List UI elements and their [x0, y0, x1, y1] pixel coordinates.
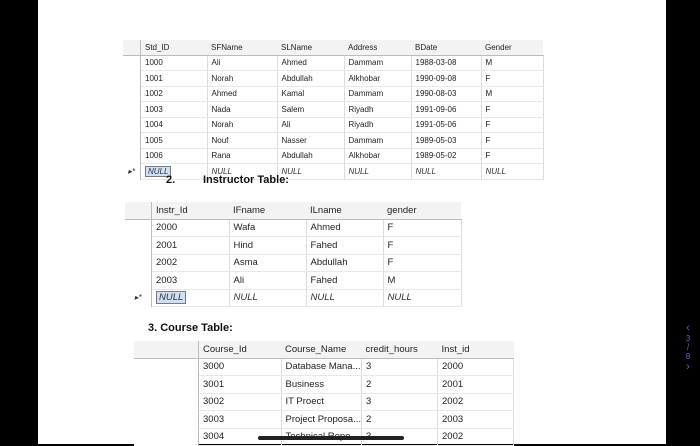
- row-selector-header: [123, 40, 141, 55]
- table-cell[interactable]: 3000: [199, 358, 282, 376]
- scroll-handle[interactable]: [258, 436, 404, 440]
- table-cell[interactable]: Riyadh: [344, 102, 411, 118]
- row-selector[interactable]: [123, 102, 141, 118]
- row-selector[interactable]: [123, 55, 141, 71]
- table-row[interactable]: [123, 133, 543, 149]
- table-row[interactable]: [123, 71, 543, 87]
- table-row[interactable]: [123, 148, 543, 164]
- next-page-icon[interactable]: ›: [686, 361, 690, 373]
- table-cell[interactable]: 2001: [152, 237, 230, 255]
- table-cell[interactable]: Wafa: [229, 219, 306, 237]
- table-cell[interactable]: 2002: [438, 393, 514, 411]
- column-header[interactable]: SLName: [277, 40, 344, 55]
- new-row-marker-icon: ▸*: [125, 289, 152, 307]
- table-cell[interactable]: 1004: [141, 117, 208, 133]
- row-selector-header: [125, 202, 152, 219]
- column-header[interactable]: Inst_id: [438, 341, 514, 358]
- table-cell[interactable]: 1006: [141, 148, 208, 164]
- null-cell[interactable]: [383, 289, 461, 307]
- table-cell[interactable]: 3001: [199, 376, 282, 394]
- column-header[interactable]: Course_Id: [199, 341, 282, 358]
- table-cell[interactable]: 1989-05-03: [411, 133, 481, 149]
- table-cell[interactable]: F: [383, 237, 461, 255]
- column-header[interactable]: Gender: [481, 40, 543, 55]
- row-selector[interactable]: [123, 148, 141, 164]
- table-row[interactable]: [125, 237, 461, 255]
- table-cell[interactable]: 2002: [152, 254, 230, 272]
- row-selector[interactable]: [125, 272, 152, 290]
- column-header[interactable]: Instr_Id: [152, 202, 230, 219]
- page-navigator: [680, 322, 696, 373]
- table-row[interactable]: [134, 393, 514, 411]
- null-value: NULL: [233, 292, 258, 304]
- null-value: NULL: [415, 166, 436, 176]
- column-header[interactable]: SFName: [207, 40, 277, 55]
- table-row[interactable]: [123, 117, 543, 133]
- table-cell[interactable]: 3: [362, 358, 438, 376]
- page-separator: /: [686, 343, 690, 352]
- table-cell[interactable]: 1000: [141, 55, 208, 71]
- table-cell[interactable]: Ahmed: [306, 219, 383, 237]
- column-header[interactable]: BDate: [411, 40, 481, 55]
- table-cell[interactable]: Database Mana...: [281, 358, 362, 376]
- table-cell[interactable]: Rana: [207, 148, 277, 164]
- null-cell[interactable]: [344, 164, 411, 180]
- course-table-heading: 3. Course Table:: [148, 322, 233, 334]
- table-cell[interactable]: Nasser: [277, 133, 344, 149]
- table-cell[interactable]: 2000: [152, 219, 230, 237]
- table-cell[interactable]: Ahmed: [207, 86, 277, 102]
- table-cell[interactable]: 1001: [141, 71, 208, 87]
- table-cell[interactable]: M: [481, 86, 543, 102]
- table-cell[interactable]: 1003: [141, 102, 208, 118]
- table-cell[interactable]: Project Proposa...: [281, 411, 362, 429]
- new-row[interactable]: [123, 164, 543, 180]
- table-cell[interactable]: Fahed: [306, 272, 383, 290]
- null-value: NULL: [387, 292, 412, 304]
- table-cell[interactable]: 2000: [438, 358, 514, 376]
- null-value: NULL: [281, 166, 302, 176]
- table-row[interactable]: [134, 358, 514, 376]
- table-cell[interactable]: Nada: [207, 102, 277, 118]
- null-value: NULL: [211, 166, 232, 176]
- table-header-row: [125, 202, 461, 219]
- null-cell[interactable]: [229, 289, 306, 307]
- table-cell[interactable]: 2001: [438, 376, 514, 394]
- table-cell[interactable]: Business: [281, 376, 362, 394]
- table-cell[interactable]: 2002: [438, 428, 514, 446]
- table-cell[interactable]: 1991-05-06: [411, 117, 481, 133]
- row-selector[interactable]: [134, 428, 199, 446]
- column-header[interactable]: ILname: [306, 202, 383, 219]
- table-cell[interactable]: F: [383, 254, 461, 272]
- null-value: NULL: [310, 292, 335, 304]
- table-cell[interactable]: 1990-08-03: [411, 86, 481, 102]
- table-cell[interactable]: Ali: [277, 117, 344, 133]
- null-cell[interactable]: [306, 289, 383, 307]
- table-cell[interactable]: Fahed: [306, 237, 383, 255]
- row-selector[interactable]: [134, 393, 199, 411]
- instructor-table-heading: Instructor Table:: [203, 174, 289, 186]
- new-row[interactable]: [125, 289, 461, 307]
- table-cell[interactable]: 1990-09-08: [411, 71, 481, 87]
- row-selector[interactable]: [134, 376, 199, 394]
- table-cell[interactable]: F: [383, 219, 461, 237]
- row-selector[interactable]: [125, 237, 152, 255]
- null-cell[interactable]: [411, 164, 481, 180]
- table-cell[interactable]: Asma: [229, 254, 306, 272]
- null-cell[interactable]: [152, 289, 230, 307]
- table-cell[interactable]: Ahmed: [277, 55, 344, 71]
- table-cell[interactable]: 1002: [141, 86, 208, 102]
- column-header[interactable]: gender: [383, 202, 461, 219]
- row-selector[interactable]: [123, 117, 141, 133]
- table-cell[interactable]: Abdullah: [306, 254, 383, 272]
- table-cell[interactable]: Dammam: [344, 55, 411, 71]
- table-cell[interactable]: 2: [362, 411, 438, 429]
- table-cell[interactable]: Abdullah: [277, 71, 344, 87]
- column-header[interactable]: Std_ID: [141, 40, 208, 55]
- new-row-marker-icon: ▸*: [123, 164, 141, 180]
- instructor-table: [125, 202, 462, 307]
- row-selector[interactable]: [123, 86, 141, 102]
- section-number: 2.: [166, 174, 176, 186]
- table-row[interactable]: [134, 411, 514, 429]
- table-cell[interactable]: Riyadh: [344, 117, 411, 133]
- active-null-cell: NULL: [156, 291, 186, 304]
- row-selector[interactable]: [125, 254, 152, 272]
- table-cell[interactable]: 1988-03-08: [411, 55, 481, 71]
- table-header-row: [134, 341, 514, 358]
- table-cell[interactable]: M: [383, 272, 461, 290]
- table-row[interactable]: [123, 55, 543, 71]
- total-pages: 8: [685, 352, 691, 361]
- row-selector[interactable]: [123, 133, 141, 149]
- table-cell[interactable]: 3003: [199, 411, 282, 429]
- table-row[interactable]: [125, 254, 461, 272]
- table-cell[interactable]: Dammam: [344, 133, 411, 149]
- table-cell[interactable]: F: [481, 133, 543, 149]
- table-row[interactable]: [125, 272, 461, 290]
- table-cell[interactable]: Nouf: [207, 133, 277, 149]
- table-cell[interactable]: 3004: [199, 428, 282, 446]
- current-page-number: 3: [685, 334, 691, 343]
- table-cell[interactable]: M: [481, 55, 543, 71]
- table-cell[interactable]: F: [481, 148, 543, 164]
- table-row[interactable]: [123, 102, 543, 118]
- table-cell[interactable]: F: [481, 71, 543, 87]
- column-header[interactable]: credit_hours: [362, 341, 438, 358]
- table-row[interactable]: [125, 219, 461, 237]
- column-header[interactable]: IFname: [229, 202, 306, 219]
- course-table: [134, 341, 514, 446]
- table-cell[interactable]: Norah: [207, 117, 277, 133]
- table-cell[interactable]: Hind: [229, 237, 306, 255]
- row-selector[interactable]: [123, 71, 141, 87]
- table-cell[interactable]: 2003: [152, 272, 230, 290]
- table-cell[interactable]: 3: [362, 393, 438, 411]
- previous-page-icon[interactable]: ‹: [686, 322, 690, 334]
- null-value: NULL: [485, 166, 506, 176]
- table-cell[interactable]: 1005: [141, 133, 208, 149]
- table-row[interactable]: [123, 86, 543, 102]
- table-cell[interactable]: 2003: [438, 411, 514, 429]
- table-cell[interactable]: Ali: [207, 55, 277, 71]
- table-cell[interactable]: 1991-09-06: [411, 102, 481, 118]
- table-cell[interactable]: Norah: [207, 71, 277, 87]
- table-cell[interactable]: Salem: [277, 102, 344, 118]
- table-cell[interactable]: Kamal: [277, 86, 344, 102]
- table-cell[interactable]: F: [481, 117, 543, 133]
- null-value: NULL: [348, 166, 369, 176]
- row-selector-header: [134, 341, 199, 358]
- table-cell[interactable]: Dammam: [344, 86, 411, 102]
- table-cell[interactable]: 3002: [199, 393, 282, 411]
- table-cell[interactable]: 2: [362, 376, 438, 394]
- table-cell[interactable]: Abdullah: [277, 148, 344, 164]
- column-header[interactable]: Address: [344, 40, 411, 55]
- table-cell[interactable]: 1989-05-02: [411, 148, 481, 164]
- table-row[interactable]: [134, 376, 514, 394]
- student-table: [123, 40, 544, 180]
- table-cell[interactable]: Ali: [229, 272, 306, 290]
- table-cell[interactable]: Alkhobar: [344, 71, 411, 87]
- column-header[interactable]: Course_Name: [281, 341, 362, 358]
- null-cell[interactable]: [481, 164, 543, 180]
- row-selector[interactable]: [134, 411, 199, 429]
- row-selector[interactable]: [134, 358, 199, 376]
- table-cell[interactable]: Alkhobar: [344, 148, 411, 164]
- table-cell[interactable]: F: [481, 102, 543, 118]
- row-selector[interactable]: [125, 219, 152, 237]
- active-null-cell: NULL: [145, 166, 171, 177]
- table-header-row: [123, 40, 543, 55]
- table-cell[interactable]: IT Proect: [281, 393, 362, 411]
